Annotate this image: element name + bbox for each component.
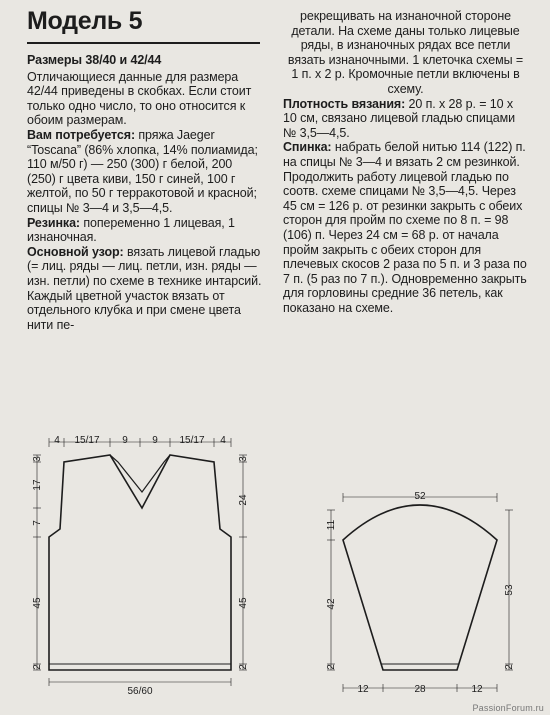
main-pattern-text: вязать лицевой гладью (= лиц. ряды — лиц. петли, изн. ряды — изн. петли) по схеме в технике интарсий. Каждый цветной участок вязать от отдельного клубка и при смене цвета нити пе- — [27, 244, 262, 332]
back-schematic — [33, 438, 247, 686]
gauge-text: 20 п. х 28 р. = 10 х 10 см, связано лицевой гладью спицами № 3,5—4,5. — [283, 96, 516, 140]
sleeve-top-label: 52 — [414, 491, 426, 502]
back-top-label-2: 15/17 — [74, 435, 100, 446]
sleeve-bottom-label-3: 12 — [471, 684, 483, 695]
materials-text: пряжа Jaeger “Toscana” (86% хлопка, 14% полиамида; 110 м/50 г) — 250 (300) г белой, 200 (250) г цвета киви, 150 г синей, 100 г желтой, по 50 г терракотовой и красной; спицы № 3—4 и 3,5—4,5. — [27, 127, 258, 215]
back-label: Спинка: — [283, 140, 332, 155]
sleeve-outline-shape — [343, 505, 497, 670]
rib-text: попеременно 1 лицевая, 1 изнаночная. — [27, 215, 235, 245]
sleeve-left-label-2: 42 — [326, 598, 337, 610]
sleeve-bottom-label-1: 12 — [357, 684, 369, 695]
back-left-label-5: 2 — [32, 664, 43, 670]
back-left-label-4: 45 — [32, 597, 43, 609]
back-left-label-1: 3 — [32, 456, 43, 462]
sleeve-left-label-3: 2 — [326, 664, 337, 670]
back-right-label-2: 24 — [238, 494, 249, 506]
continuation-text: рекрещивать на изнаночной стороне детали. На схеме даны только лицевые ряды, в изнаночных рядах все петли вязать изнаночными. 1 клеточка схемы = 1 п. х 2 р. Кромочные петли включены в схему. — [287, 9, 524, 96]
back-top-label-1: 4 — [54, 435, 60, 446]
back-bottom-label: 56/60 — [127, 686, 153, 697]
sleeve-right-label-1: 53 — [504, 584, 515, 596]
back-right-label-1: 3 — [238, 456, 249, 462]
back-outline — [49, 455, 231, 670]
sizes-text: Отличающиеся данные для размера 42/44 приведены в скобках. Если стоит только одно число, то оно относится к обоим размерам. — [27, 69, 252, 128]
main-pattern-label: Основной узор: — [27, 244, 124, 259]
sleeve-schematic — [327, 493, 513, 692]
back-right-label-4: 2 — [238, 664, 249, 670]
back-left-label-3: 7 — [32, 520, 43, 526]
sizes-label: Размеры 38/40 и 42/44 — [27, 53, 162, 67]
back-top-label-6: 4 — [220, 435, 226, 446]
page-title: Модель 5 — [27, 7, 143, 35]
materials-label: Вам потребуется: — [27, 127, 136, 142]
watermark: PassionForum.ru — [472, 703, 544, 713]
sleeve-right-label-2: 2 — [504, 664, 515, 670]
sleeve-outline — [346, 505, 494, 670]
gauge-label: Плотность вязания: — [283, 96, 406, 111]
back-text: набрать белой нитью 114 (122) п. на спицы № 3—4 и вязать 2 см резинкой. Продолжить работу лицевой гладью по соотв. схеме спицами № 3,5—4,5. Через 45 см = 126 р. от резинки закрыть с обеих сторон для пройм по схеме по 8 п. = 98 (106) п. Через 24 см = 68 р. от начала пройм закрыть с обеих сторон для плечевых скосов 2 раза по 5 п. и 3 раза по 7 п. (5 раз по 7 п.). Одновременно закрыть для горловины средние 36 петель, как показано на схеме. — [283, 140, 527, 315]
back-labels — [32, 435, 249, 697]
back-top-label-3: 9 — [122, 435, 128, 446]
rib-label: Резинка: — [27, 215, 80, 230]
back-top-label-4: 9 — [152, 435, 158, 446]
back-left-label-2: 17 — [32, 479, 43, 491]
back-top-label-5: 15/17 — [179, 435, 205, 446]
sleeve-bottom-label-2: 28 — [414, 684, 426, 695]
back-right-label-3: 45 — [238, 597, 249, 609]
sleeve-left-label-1: 11 — [326, 519, 337, 531]
